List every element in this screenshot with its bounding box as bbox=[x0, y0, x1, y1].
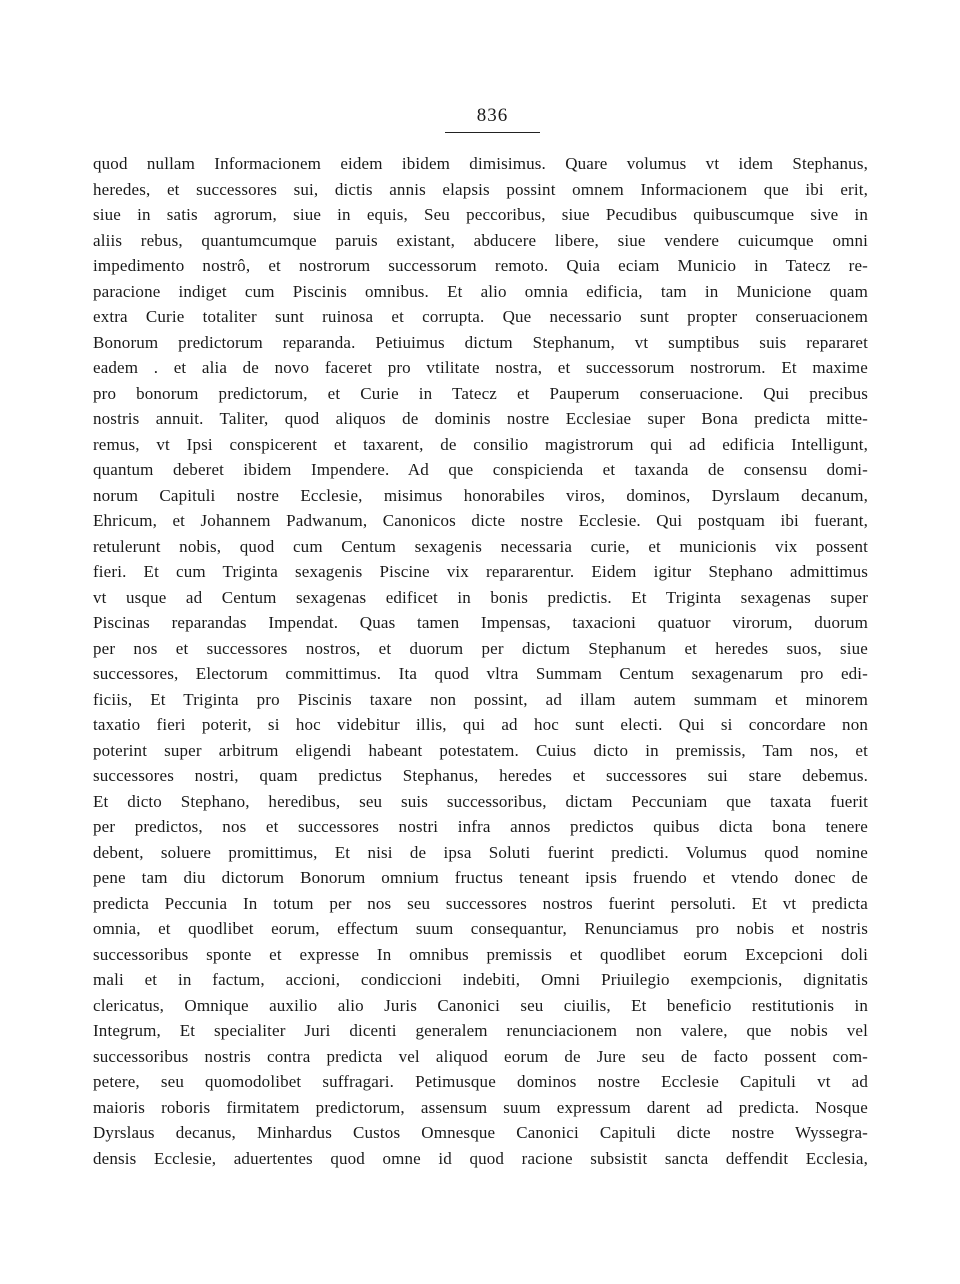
text-line: successoribus nostris contra predicta vel aliquod eorum de Jure seu de facto possent com- bbox=[93, 1046, 868, 1066]
header-rule bbox=[445, 132, 540, 133]
text-line: per predictos, nos et successores nostri infra annos predictos quibus dicta bona tenere bbox=[93, 817, 868, 836]
text-line: Bonorum predictorum reparanda. Petiuimus dictum Stephanum, vt sumptibus suis repararet bbox=[93, 332, 868, 352]
text-line: successores, Electorum committimus. Ita quod vltra Summam Centum sexagenarum pro edi- bbox=[93, 664, 868, 683]
text-line: densis Ecclesie, aduertentes quod omne id quod racione subsistit sancta deffendit Ecclesia, bbox=[93, 1148, 868, 1168]
page-number: 836 bbox=[476, 105, 509, 126]
text-line: poterint super arbitrum eligendi habeant potestatem. Cuius dicto in premissis, Tam nos, et bbox=[93, 740, 868, 760]
text-line: Piscinas reparandas Impendat. Quas tamen Impensas, taxacioni quatuor virorum, duorum bbox=[93, 613, 868, 632]
text-line: pene tam diu dictorum Bonorum omnium fructus teneant ipsis fruendo et vtendo donec de bbox=[93, 868, 868, 887]
text-line: predicta Peccunia In totum per nos seu successores nostros fuerint persoluti. Et vt predicta bbox=[93, 893, 868, 913]
text-line: remus, vt Ipsi conspicerent et taxarent, de consilio magistrorum qui ad edificia Intelligunt, bbox=[93, 434, 868, 454]
text-line: quantum deberet ibidem Impendere. Ad que conspicienda et taxanda de consensu domi- bbox=[93, 460, 868, 479]
text-line: extra Curie totaliter sunt ruinosa et corrupta. Que necessario sunt propter conseruacionem bbox=[93, 307, 868, 326]
text-line: successoribus sponte et expresse In omnibus premissis et quodlibet eorum Excepcioni doli bbox=[93, 944, 868, 964]
text-line: ficiis, Et Triginta pro Piscinis taxare non possint, ad illam autem summam et minorem bbox=[93, 689, 868, 709]
text-line: eadem . et alia de novo faceret pro vtilitate nostra, et successorum nostrorum. Et maxime bbox=[93, 358, 868, 377]
text-line: quod nullam Informacionem eidem ibidem dimisimus. Quare volumus vt idem Stephanus, bbox=[93, 154, 868, 173]
page-header bbox=[445, 104, 540, 133]
text-line: clericatus, Omnique auxilio alio Juris Canonici seu ciuilis, Et beneficio restitutionis in bbox=[93, 995, 868, 1015]
text-line: aliis rebus, quantumcumque paruis existant, abducere libere, siue vendere cuicumque omni bbox=[93, 230, 868, 250]
text-line: maioris roboris firmitatem predictorum, assensum suum expressum darent ad predicta. Nosque bbox=[93, 1097, 868, 1117]
text-line: debent, soluere promittimus, Et nisi de ipsa Soluti fuerint predicti. Volumus quod nomine bbox=[93, 842, 868, 862]
body-text bbox=[93, 151, 868, 1171]
text-line: nostris annuit. Taliter, quod aliquos de dominis nostre Ecclesiae super Bona predicta mitte- bbox=[93, 409, 868, 428]
text-line: vt usque ad Centum sexagenas edificet in bonis predictis. Et Triginta sexagenas super bbox=[93, 587, 868, 607]
text-line: paracione indiget cum Piscinis omnibus. Et alio omnia edificia, tam in Municione quam bbox=[93, 281, 868, 301]
text-line: heredes, et successores sui, dictis annis elapsis possint omnem Informacionem que ibi erit, bbox=[93, 179, 868, 199]
text-line: retulerunt nobis, quod cum Centum sexagenis necessaria curie, et municionis vix possent bbox=[93, 536, 868, 556]
text-line: taxatio fieri poterit, si hoc videbitur illis, qui ad hoc sunt electi. Qui si concordare non bbox=[93, 715, 868, 734]
text-line: fieri. Et cum Triginta sexagenis Piscine vix repararentur. Eidem igitur Stephano admittimus bbox=[93, 562, 868, 581]
text-line: Integrum, Et specialiter Juri dicenti generalem renunciacionem non valere, que nobis vel bbox=[93, 1021, 868, 1040]
text-line: per nos et successores nostros, et duorum per dictum Stephanum et heredes suos, siue bbox=[93, 638, 868, 658]
text-line: Ehricum, et Johannem Padwanum, Canonicos dicte nostre Ecclesie. Qui postquam ibi fuerant, bbox=[93, 511, 868, 530]
text-line: petere, seu quomodolibet suffragari. Petimusque dominos nostre Ecclesie Capituli vt ad bbox=[93, 1072, 868, 1091]
text-line: pro bonorum predictorum, et Curie in Tatecz et Pauperum conseruacione. Qui precibus bbox=[93, 383, 868, 403]
text-line: siue in satis agrorum, siue in equis, Seu peccoribus, siue Pecudibus quibuscumque sive in bbox=[93, 205, 868, 224]
text-line: Et dicto Stephano, heredibus, seu suis successoribus, dictam Peccuniam que taxata fuerit bbox=[93, 791, 868, 811]
text-line: omnia, et quodlibet eorum, effectum suum consequantur, Renunciamus pro nobis et nostris bbox=[93, 919, 868, 938]
text-line: Dyrslaus decanus, Minhardus Custos Omnesque Canonici Capituli dicte nostre Wyssegra- bbox=[93, 1123, 868, 1142]
text-line: impedimento nostrô, et nostrorum successorum remoto. Quia eciam Municio in Tatecz re- bbox=[93, 256, 868, 275]
text-line: successores nostri, quam predictus Stephanus, heredes et successores sui stare debemus. bbox=[93, 766, 868, 785]
text-line: norum Capituli nostre Ecclesie, misimus honorabiles viros, dominos, Dyrslaum decanum, bbox=[93, 485, 868, 505]
text-line: mali et in factum, accioni, condiccioni indebiti, Omni Priuilegio exempcionis, dignitatis bbox=[93, 970, 868, 989]
